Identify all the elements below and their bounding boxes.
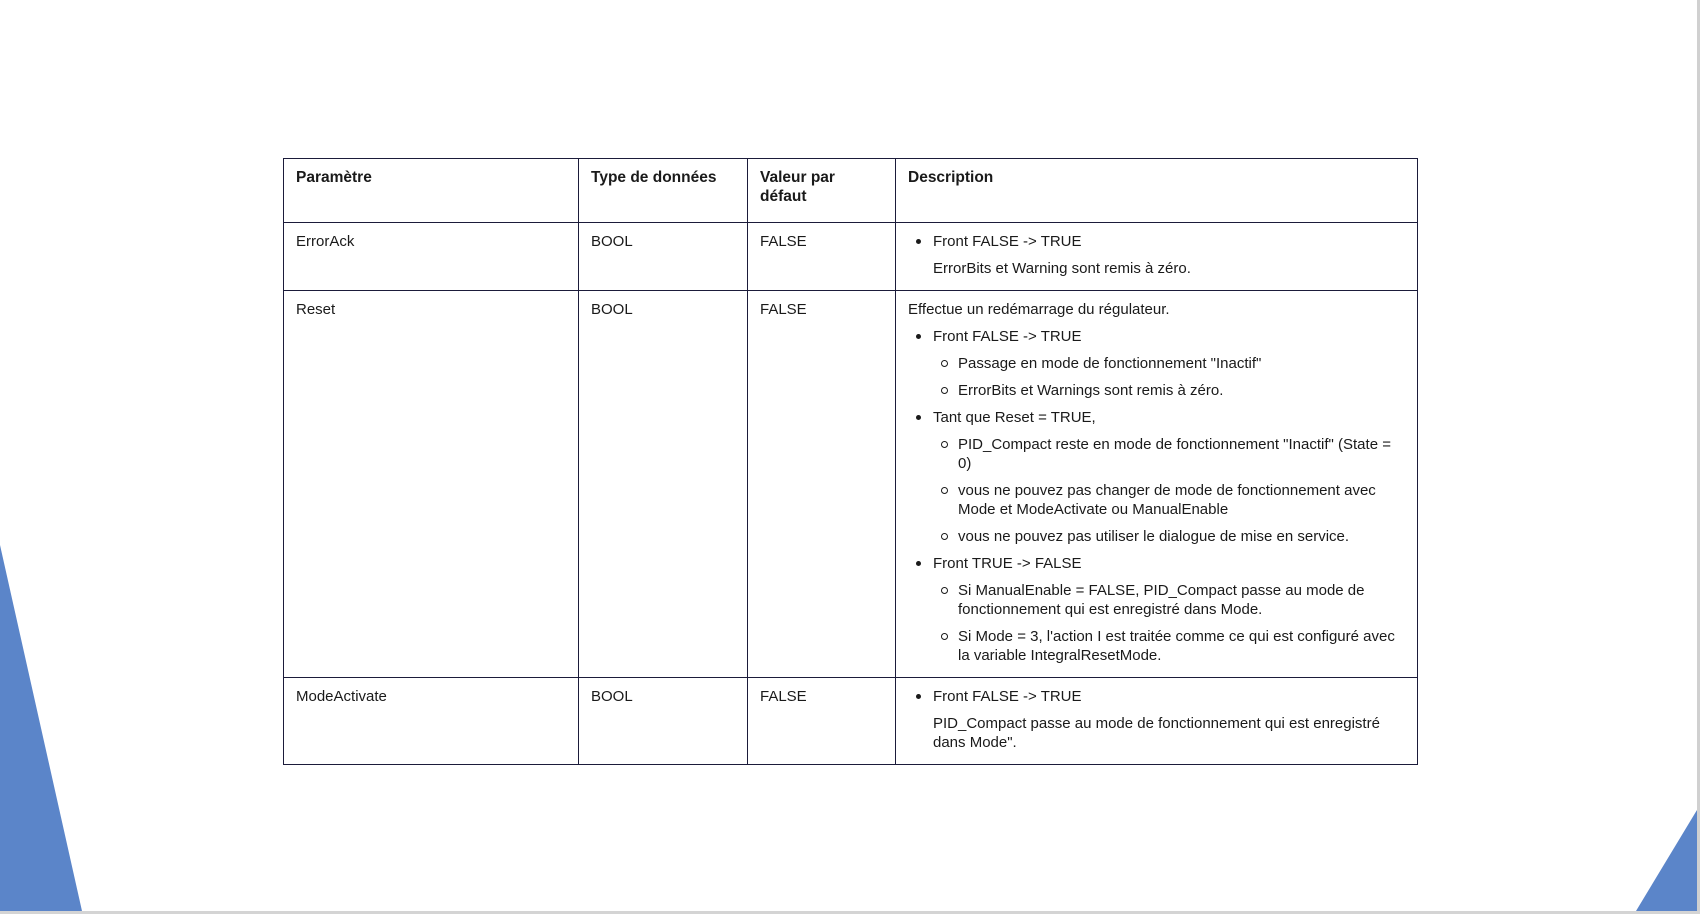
sub-bullet-item: Si Mode = 3, l'action I est traitée comme ce qui est configuré avec la variable IntegralResetMode.	[933, 627, 1405, 665]
param-default: FALSE	[748, 678, 896, 765]
bullet-text: Tant que Reset = TRUE,	[933, 409, 1096, 426]
parameter-table	[283, 158, 1418, 765]
header-description: Description	[896, 159, 1418, 223]
bullet-item	[908, 408, 1405, 546]
bullet-item	[908, 232, 1405, 278]
bullet-text: Front FALSE -> TRUE	[933, 328, 1082, 345]
bullet-text: Front FALSE -> TRUE	[933, 233, 1082, 250]
bullet-item	[908, 327, 1405, 400]
description-intro: Effectue un redémarrage du régulateur.	[908, 301, 1170, 318]
left-accent-triangle	[0, 545, 82, 911]
sub-bullet-list	[933, 435, 1405, 546]
bullet-list	[908, 327, 1405, 665]
right-accent-triangle	[1636, 805, 1700, 911]
sub-bullet-item: Si ManualEnable = FALSE, PID_Compact passe au mode de fonctionnement qui est enregistré dans Mode.	[933, 581, 1405, 619]
param-description	[896, 291, 1418, 678]
table-header-row	[284, 159, 1418, 223]
header-default-value: Valeur par défaut	[748, 159, 896, 223]
sub-bullet-list	[933, 581, 1405, 665]
table-row	[284, 291, 1418, 678]
param-default: FALSE	[748, 223, 896, 291]
sub-bullet-item: PID_Compact reste en mode de fonctionnement "Inactif" (State = 0)	[933, 435, 1405, 473]
sub-bullet-item: Passage en mode de fonctionnement "Inactif"	[933, 354, 1405, 373]
bullet-item	[908, 554, 1405, 665]
param-type: BOOL	[579, 223, 748, 291]
param-type: BOOL	[579, 678, 748, 765]
bullet-list	[908, 232, 1405, 278]
param-description	[896, 223, 1418, 291]
bullet-subtext: ErrorBits et Warning sont remis à zéro.	[933, 260, 1191, 277]
sub-bullet-item: vous ne pouvez pas utiliser le dialogue de mise en service.	[933, 527, 1405, 546]
bullet-subtext: PID_Compact passe au mode de fonctionnement qui est enregistré dans Mode".	[933, 715, 1380, 751]
param-name: Reset	[284, 291, 579, 678]
table-row	[284, 678, 1418, 765]
sub-bullet-item: vous ne pouvez pas changer de mode de fonctionnement avec Mode et ModeActivate ou ManualEnable	[933, 481, 1405, 519]
bullet-item	[908, 687, 1405, 752]
bullet-text: Front FALSE -> TRUE	[933, 688, 1082, 705]
param-default: FALSE	[748, 291, 896, 678]
bullet-text: Front TRUE -> FALSE	[933, 555, 1082, 572]
param-type: BOOL	[579, 291, 748, 678]
header-data-type: Type de données	[579, 159, 748, 223]
header-parameter: Paramètre	[284, 159, 579, 223]
table-row	[284, 223, 1418, 291]
sub-bullet-list	[933, 354, 1405, 400]
param-name: ModeActivate	[284, 678, 579, 765]
bullet-list	[908, 687, 1405, 752]
sub-bullet-item: ErrorBits et Warnings sont remis à zéro.	[933, 381, 1405, 400]
param-description	[896, 678, 1418, 765]
param-name: ErrorAck	[284, 223, 579, 291]
